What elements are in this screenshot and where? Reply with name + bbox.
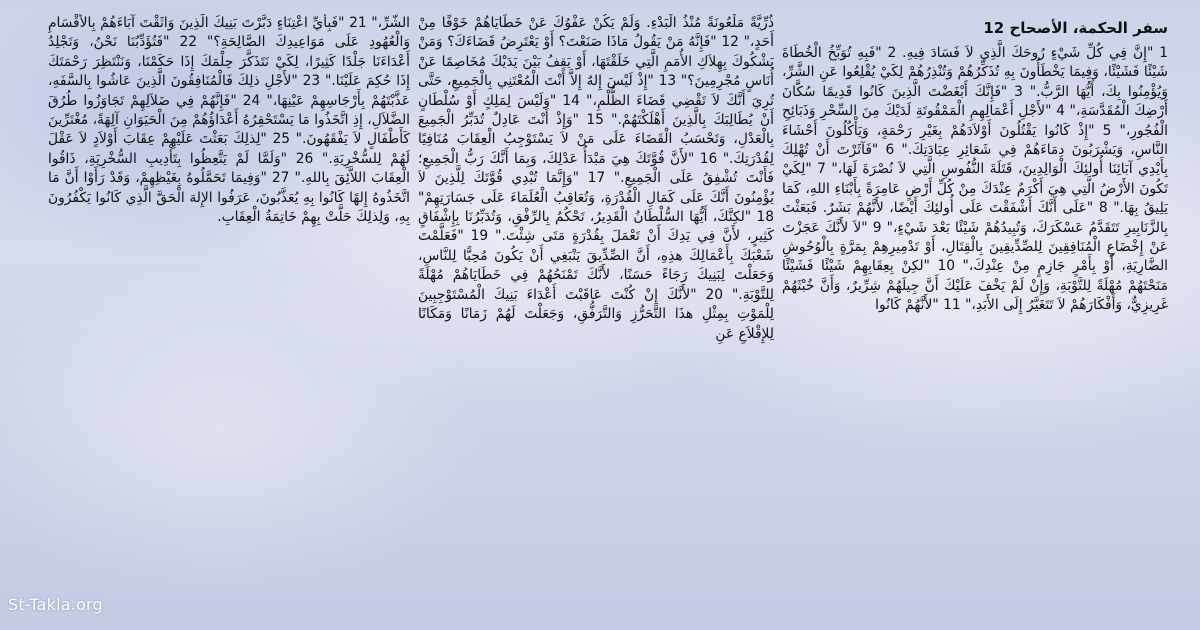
- text-column-left: [48, 14, 410, 614]
- chapter-text-part-3: الشَّرِّ،" 21 "فَبِأَيِّ اعْتِنَاءٍ دَبَّرْتَ بَنِيكَ الَّذِينَ وَاثَقْتَ آبَاءَهُمْ بِالأَقْسَامِ وَالْعُهُودِ عَلَى مَوَاعِيدِكَ الصَّالِحَةِ؟" 22 "فَتُؤَدِّبُنَا نَحْنُ، وَتَجْلِدُ أَعْدَاءَنَا جَلْدًا كَثِيرًا، لِكَيْ نَتَذَكَّرَ حِلْمَكَ إِذَا حَكَمْنَا، وَنَنْتَظِرَ رَحْمَتَكَ إِذَا حُكِمَ عَلَيْنَا." 23 "لأَجْلِ ذلِكَ فَالْمُنَافِقُونَ الَّذِينَ عَاشُوا بِالسَّفَهِ، عَذَّبْتَهُمْ بِأَرْجَاسِهِمْ عَيْنِهَا،" 24 "فَإِنَّهُمْ فِي ضَلاَلِهِمْ تَجَاوَزُوا طُرُقَ الضَّلاَلِ، إِذِ اتَّخَذُوا مَا يَسْتَحْقِرُهُ أَعْدَاؤُهُمْ مِنَ الْحَيَوَانِ آلِهَةً، مُغْتَرِّينَ كَأَطْفَالٍ لاَ يَفْقَهُونَ." 25 "لِذلِكَ بَعَثْتَ عَلَيْهِمْ عِقَابَ أَوْلاَدٍ لاَ عَقْلَ لَهُمْ لِلسُّخْرِيَةِ." 26 "وَلَمَّا لَمْ يَتَّعِظُوا بِتَأْدِيبِ السُّخْرِيَةِ، ذَاقُوا الْعِقَابَ اللاَّئِقَ بِاللهِ." 27 "وَفِيمَا تَحَمَّلُوهُ بِغَيْظِهِمْ، وَقَدْ رَأَوْا أَنَّ مَا اتَّخَذُوهُ إِلهًا كَانُوا بِهِ يُعَذَّبُونَ، عَرَفُوا الإِلهَ الْحَقَّ الَّذِي كَانُوا يَكْفُرُونَ بِهِ، وَلِذلِكَ حَلَّتْ بِهِمْ خَاتِمَةُ الْعِقَابِ.: [48, 15, 410, 226]
- text-column-right: [782, 14, 1168, 614]
- site-watermark: St-Takla.org: [8, 595, 103, 614]
- chapter-text-part-1: 1 "إِنَّ فِي كُلِّ شَيْءٍ رُوحَكَ الَّذِي لاَ فَسَادَ فِيهِ. 2 "فَبِهِ تُوَبِّخُ الْخُطَاةَ شَيْئًا فَشَيْئًا، وَفِيمَا يَخْطَأُونَ بِهِ تُذَكِّرُهُمْ وَتُنْذِرُهُمْ لِكَيْ يُقْلِعُوا عَنِ الشَّرِّ، وَيُؤْمِنُوا بِكَ، أَيُّهَا الرَّبُّ." 3 "فَإِنَّكَ أَبْغَضْتَ الَّذِينَ كَانُوا قَدِيمًا سُكَّانَ أَرْضِكَ الْمُقَدَّسَةِ،" 4 "لأَجْلِ أَعْمَالِهِمِ الْمَمْقُوتَةِ لَدَيْكَ مِنَ السِّحْرِ وَذَبَائِحِ الْفُجُورِ،" 5 "إِذْ كَانُوا يَقْتُلُونَ أَوْلاَدَهُمْ بِغَيْرِ رَحْمَةٍ، وَيَأْكُلُونَ أَحْشَاءَ النَّاسِ، وَيَشْرَبُونَ دِمَاءَهُمْ فِي شَعَائِرِ عِبَادَتِكَ." 6 "فَآثَرْتَ أَنْ تُهْلِكَ بِأَيْدِي آبَائِنَا أُولئِكَ الْوَالِدِينَ، قَتَلَةَ النُّفُوسِ الَّتِي لاَ نُصْرَةَ لَهَا،" 7 "لِكَيْ تَكُونَ الأَرْضُ الَّتِي هِيَ أَكْرَمُ عِنْدَكَ مِنْ كُلِّ أَرْضٍ عَامِرَةً بِأَبْنَاءِ اللهِ، كَمَا يَلِيقُ بِهَا." 8 "عَلَى أَنَّكَ أَشْفَقْتَ عَلَى أُولئِكَ أَيْضًا، لأَنَّهُمْ بَشَرٌ. فَبَعَثْتَ بِالزَّنَابِيرِ تَتَقَدَّمُ عَسْكَرَكَ، وَتُبِيدُهُمْ شَيْئًا بَعْدَ شَيْءٍ،" 9 "لاَ لأَنَّكَ عَجَزْتَ عَنْ إِخْضَاعِ الْمُنَافِقِينَ لِلصِّدِّيقِينَ بِالْقِتَالِ، أَوْ تَدْمِيرِهِمْ بِمَرَّةٍ بِالْوُحُوشِ الضَّارِيَةِ، أَوْ بِأَمْرٍ جَازِمٍ مِنْ عِنْدِكَ،" 10 "لكِنْ بِعِقَابِهِمْ شَيْئًا فَشَيْئًا مَنَحْتَهُمْ مُهْلَةً لِلتَّوْبَةِ، وَإِنْ لَمْ يَخْفَ عَلَيْكَ أَنَّ جِيلَهُمْ شِرِّيرٌ، وَأَنَّ خُبْثَهُمْ غَرِيزِيٌّ، وَأَفْكَارَهُمْ لاَ تَتَغَيَّرُ إِلَى الأَبَدِ،" 11 "لأَنَّهُمْ كَانُوا: [782, 45, 1168, 314]
- chapter-text-part-2: ذُرِّيَّةً مَلْعُونَةً مُنْذُ الْبَدْءِ. وَلَمْ يَكُنْ عَفْوُكَ عَنْ خَطَايَاهُمْ خَوْفًا مِنْ أَحَدٍ،" 12 "فَإِنَّهُ مَنْ يَقُولُ مَاذَا صَنَعْتَ؟ أَوْ يَعْتَرِضُ قَضَاءَكَ؟ وَمَنْ يَشْكُوكَ بِهِلاَكِ الأُمَمِ الَّتِي خَلَقْتَهَا، أَوْ يَقِفُ بَيْنَ يَدَيْكَ مُخَاصِمًا عَنْ أُنَاسٍ مُجْرِمِينَ؟" 13 "إِذْ لَيْسَ إِلهٌ إِلاَّ أَنْتَ الْمُعْتَنِي بِالْجَمِيعِ، حَتَّى تُرِيَ أَنَّكَ لاَ تَقْضِي قَضَاءَ الظُّلْمِ،" 14 "وَلَيْسَ لِمَلِكٍ أَوْ سُلْطَانٍ أَنْ يُطَالِبَكَ بِالَّذِينَ أَهْلَكْتَهُمْ." 15 "وَإِذْ أَنْتَ عَادِلٌ تُدَبِّرُ الْجَمِيعَ بِالْعَدْلِ، وَتَحْسَبُ الْقَضَاءَ عَلَى مَنْ لاَ يَسْتَوْجِبُ الْعِقَابَ مُنَافِيًا لِقُدْرَتِكَ." 16 "لأَنَّ قُوَّتَكَ هِيَ مَبْدَأُ عَدْلِكَ، وَبِمَا أَنَّكَ رَبُّ الْجَمِيعِ؛ فَأَنْتَ تُشْفِقُ عَلَى الْجَمِيعِ." 17 "وَإِنَّمَا تُبْدِي قُوَّتَكَ لِلَّذِينَ لاَ يُؤْمِنُونَ أَنَّكَ عَلَى كَمَالِ الْقُدْرَةِ، وَتُعَاقِبُ الْعُلَمَاءَ عَلَى جَسَارَتِهِمْ" 18 "لكِنَّكَ، أَيُّهَا السُّلْطَانُ الْقَدِيرُ، تَحْكُمُ بِالرِّفْقِ، وَتُدَبِّرُنَا بِإِشْفَاقٍ كَثِيرٍ، لأَنَّ فِي يَدِكَ أَنْ تَعْمَلَ بِقُدْرَةٍ مَتَى شِئْتَ." 19 "فَعَلَّمْتَ شَعْبَكَ بِأَعْمَالِكَ هذِهِ، أَنَّ الصِّدِّيقَ يَنْبَغِي أَنْ يَكُونَ مُحِبًّا لِلنَّاسِ، وَجَعَلْتَ لِبَنِيكَ رَجَاءً حَسَنًا، لأَنَّكَ تَمْنَحُهُمْ فِي خَطَايَاهُمْ مُهْلَةً لِلتَّوْبَةِ." 20 "لأَنَّكَ إِنْ كُنْتَ عَاقَبْتَ أَعْدَاءَ بَنِيكَ الْمُسْتَوْجِبِينَ لِلْمَوْتِ بِمِثْلِ هذَا التَّحَرُّزِ وَالتَّرَفُّقِ، وَجَعَلْتَ لَهُمْ زَمَانًا وَمَكَانًا لِلإِقْلاَعِ عَنِ: [418, 15, 774, 342]
- text-column-middle: [418, 14, 774, 614]
- chapter-title: سفر الحكمة، الأصحاح 12: [983, 19, 1168, 37]
